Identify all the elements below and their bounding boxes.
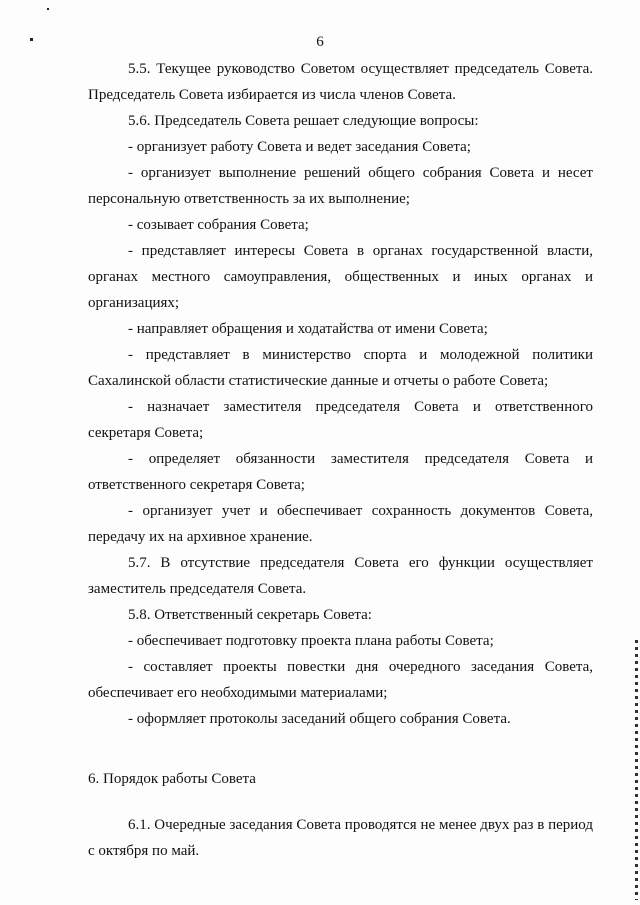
paragraph-s-1: - обеспечивает подготовку проекта плана работы Совета; — [128, 633, 494, 649]
paragraph-p-5-5b: Председатель Совета избирается из числа членов Совета. — [88, 87, 456, 103]
paragraph-i-9: - организует учет и обеспечивает сохранность документов Совета, передачу их на архивное хранение. — [88, 503, 593, 545]
page-number: 6 — [316, 34, 324, 50]
paragraph-i-6: - представляет в министерство спорта и молодежной политики Сахалинской области статистические данные и отчеты о работе Совета; — [88, 347, 593, 389]
paragraph-i-2: - организует выполнение решений общего собрания Совета и несет персональную ответственность за их выполнение; — [88, 165, 593, 207]
paragraph-p-6-1: 6.1. Очередные заседания Совета проводятся не менее двух раз в период с октября по май. — [88, 817, 593, 859]
paragraph-s-2: - составляет проекты повестки дня очередного заседания Совета, обеспечивает его необходимыми материалами; — [88, 659, 593, 701]
scan-edge-mark — [635, 640, 638, 900]
section-6-paragraphs — [88, 812, 593, 864]
section-title: 6. Порядок работы Совета — [88, 771, 256, 787]
paragraph-p-5-5: 5.5. Текущее руководство Советом осуществляет председатель Совета. — [128, 61, 593, 77]
scan-speck — [47, 8, 49, 10]
paragraph-i-8: - определяет обязанности заместителя председателя Совета и ответственного секретаря Совета; — [88, 451, 593, 493]
document-body — [88, 56, 593, 864]
paragraph-i-7: - назначает заместителя председателя Совета и ответственного секретаря Совета; — [88, 399, 593, 441]
paragraph-i-3: - созывает собрания Совета; — [128, 217, 309, 233]
paragraph-p-5-8: 5.8. Ответственный секретарь Совета: — [128, 607, 372, 623]
paragraph-p-5-6: 5.6. Председатель Совета решает следующие вопросы: — [128, 113, 479, 129]
paragraph-i-5: - направляет обращения и ходатайства от имени Совета; — [128, 321, 488, 337]
paragraph-i-1: - организует работу Совета и ведет заседания Совета; — [128, 139, 471, 155]
paragraph-i-4: - представляет интересы Совета в органах государственной власти, органах местного самоуправления, общественных и иных органах и организациях; — [88, 243, 593, 311]
section-5-paragraphs — [88, 56, 593, 732]
paragraph-s-3: - оформляет протоколы заседаний общего собрания Совета. — [128, 711, 511, 727]
paragraph-p-5-7: 5.7. В отсутствие председателя Совета его функции осуществляет заместитель председателя Совета. — [88, 555, 593, 597]
